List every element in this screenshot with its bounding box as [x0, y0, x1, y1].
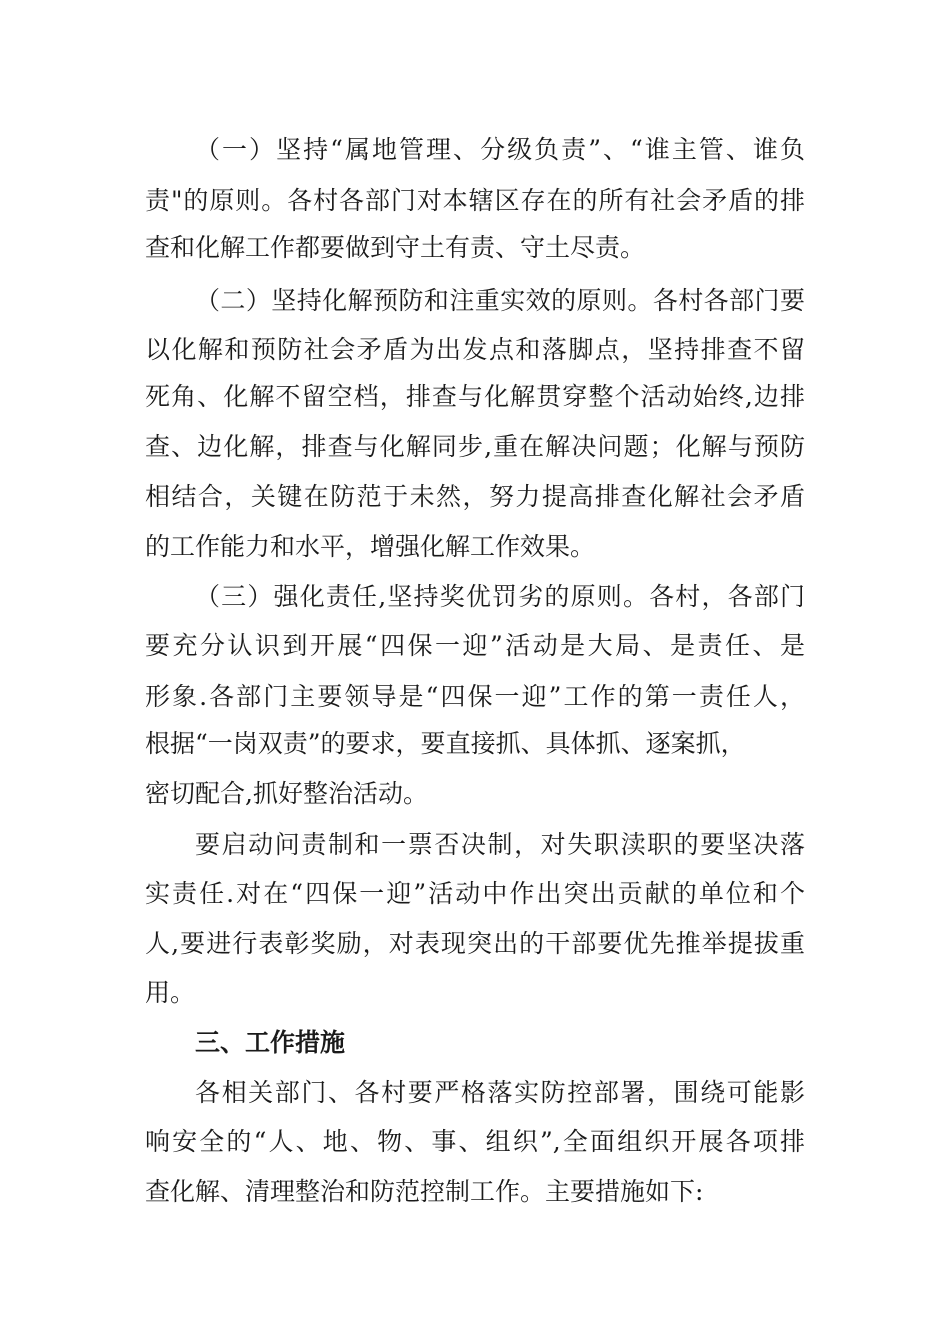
- paragraph-line: 查化解、清理整治和防范控制工作。主要措施如下:: [145, 1177, 704, 1206]
- paragraph-line: 各相关部门、各村要严格落实防控部署，围绕可能影: [195, 1078, 805, 1107]
- paragraph-line: 死角、化解不留空档，排查与化解贯穿整个活动始终,边排: [145, 382, 805, 411]
- section-heading: 三、工作措施: [195, 1028, 346, 1057]
- paragraph-line: 要充分认识到开展“四保一迎”活动是大局、是责任、是: [145, 631, 805, 660]
- paragraph-line: 要启动问责制和一票否决制，对失职渎职的要坚决落: [195, 830, 805, 859]
- paragraph-line: 人,要进行表彰奖励，对表现突出的干部要优先推举提拔重: [145, 929, 805, 958]
- paragraph-line: 责"的原则。各村各部门对本辖区存在的所有社会矛盾的排: [145, 186, 805, 215]
- paragraph-line: 响安全的“人、地、物、事、组织”,全面组织开展各项排: [145, 1127, 805, 1156]
- paragraph-line: 查、边化解，排查与化解同步,重在解决问题；化解与预防: [145, 432, 805, 461]
- paragraph-line: （一）坚持“属地管理、分级负责”、“谁主管、谁负: [195, 135, 805, 164]
- paragraph-line: 实责任.对在“四保一迎”活动中作出突出贡献的单位和个: [145, 879, 805, 908]
- paragraph-line: 密切配合,抓好整治活动。: [145, 779, 428, 808]
- paragraph-line: 形象.各部门主要领导是“四保一迎”工作的第一责任人，: [145, 682, 805, 711]
- paragraph-line: 以化解和预防社会矛盾为出发点和落脚点，坚持排查不留: [145, 335, 805, 364]
- paragraph-line: （三）强化责任,坚持奖优罚劣的原则。各村，各部门: [195, 582, 805, 611]
- paragraph-line: 用。: [145, 978, 196, 1007]
- paragraph-line: 相结合，关键在防范于未然，努力提高排查化解社会矛盾: [145, 482, 805, 511]
- paragraph-line: 的工作能力和水平，增强化解工作效果。: [145, 532, 596, 561]
- paragraph-line: 查和化解工作都要做到守土有责、守土尽责。: [145, 233, 646, 262]
- paragraph-line: （二）坚持化解预防和注重实效的原则。各村各部门要: [195, 286, 805, 315]
- paragraph-line: 根据“一岗双责”的要求，要直接抓、具体抓、逐案抓，: [145, 729, 746, 758]
